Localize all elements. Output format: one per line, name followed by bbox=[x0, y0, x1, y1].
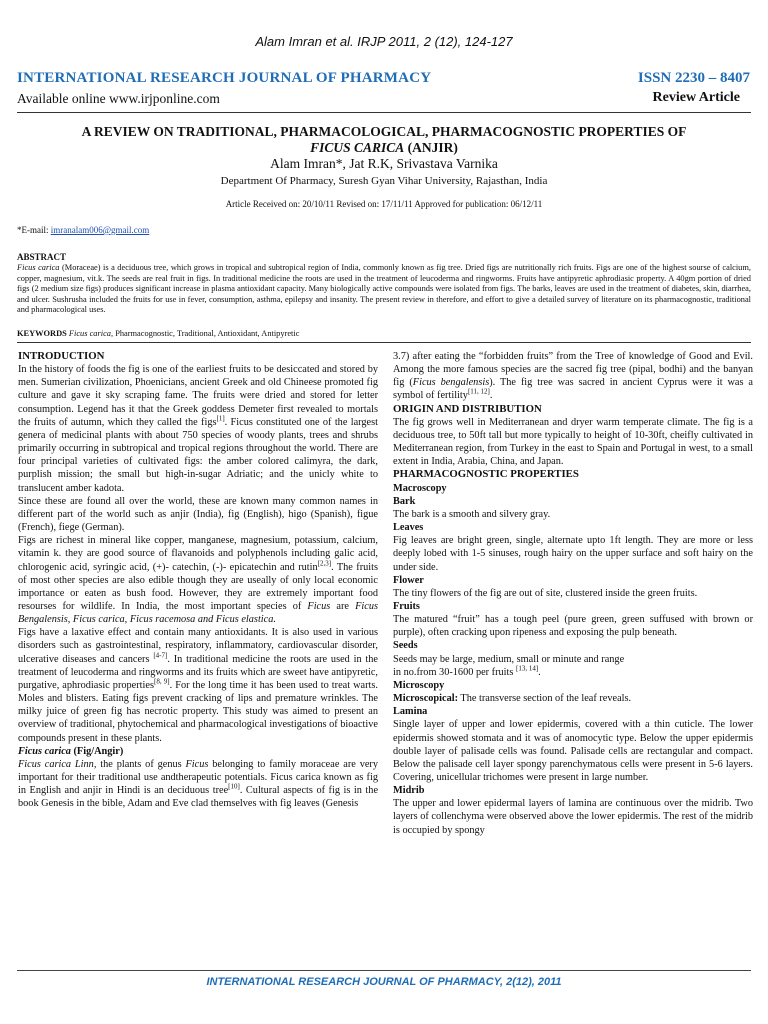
subsection-heading-lamina: Lamina bbox=[393, 706, 428, 718]
text: . bbox=[538, 666, 541, 678]
text: Seeds may be large, medium, small or minute and range bbox=[393, 653, 625, 665]
section-heading-introduction: INTRODUCTION bbox=[18, 350, 105, 362]
subsection-heading-leaves: Leaves bbox=[393, 522, 424, 534]
seeds-paragraph bbox=[393, 653, 753, 679]
page-footer: INTERNATIONAL RESEARCH JOURNAL OF PHARMACY, 2(12), 2011 bbox=[206, 976, 562, 988]
text: . Ficus constituted one of the largest genera of medicinal plants with about 750 species of woody plants, trees and shrubs primarily occurring in subtropical and tropical regions throughout the world. There are four principal varieties of cultivated figs: the amber colored calimyra, the dark, purplish mission; the small but high-in-sugar Adriatic; and the unicly white to translucent amber kadota. bbox=[18, 416, 378, 494]
article-type: Review Article bbox=[652, 90, 740, 105]
affiliation: Department Of Pharmacy, Suresh Gyan Vihar University, Rajasthan, India bbox=[220, 175, 548, 187]
subsection-heading-ficus-carica bbox=[18, 745, 378, 758]
citation-ref: [2,3] bbox=[317, 559, 332, 568]
text: in no.from 30-1600 per fruits bbox=[393, 666, 514, 678]
text: , bbox=[67, 614, 73, 626]
citation-ref: [8, 9] bbox=[153, 677, 170, 686]
text: ). The fig tree was sacred in ancient Cyprus were it was a symbol of fertility bbox=[393, 377, 753, 402]
journal-title: INTERNATIONAL RESEARCH JOURNAL OF PHARMACY bbox=[17, 70, 432, 86]
section-heading-pharmacognostic: PHARMACOGNOSTIC PROPERTIES bbox=[393, 468, 579, 481]
subsection-heading-midrib: Midrib bbox=[393, 785, 425, 797]
text: The transverse section of the leaf reveals. bbox=[458, 693, 632, 705]
keywords-label: KEYWORDS bbox=[17, 329, 67, 338]
intro-paragraph-1 bbox=[18, 363, 378, 495]
right-column bbox=[393, 350, 753, 837]
citation-ref: [10] bbox=[228, 782, 240, 791]
text: In the history of foods the fig is one of the earliest fruits to be desiccated and stored by men. Sumerian civilization, Phoenicians, ancient Greek and old Chineese promoted fig culture and gave it sky scraping fame. The fruits were dried and stored for letter consumption. Legend has it that the Greek goddess Demeter first revealed to mortals the fruits of autumn, which they called the figs bbox=[18, 364, 378, 428]
text: . bbox=[489, 390, 493, 402]
italic-text: Ficus carica bbox=[18, 745, 71, 757]
microscopy-paragraph bbox=[393, 692, 753, 705]
citation-ref: [13, 14] bbox=[515, 664, 539, 673]
issn-number: ISSN 2230 – 8407 bbox=[637, 70, 750, 86]
left-column bbox=[18, 350, 378, 810]
abstract-text bbox=[17, 263, 751, 316]
text: 3.7) after eating the “forbidden fruits” from the Tree of knowledge of Good and Evil. Among the more famous species are the sacred fig tree (pipal, bodhi) and the banyan fig ( bbox=[393, 351, 753, 389]
flower-paragraph: The tiny flowers of the fig are out of site, clustered inside the green fruits. bbox=[393, 587, 698, 599]
title-rest: (ANJIR) bbox=[404, 140, 458, 155]
intro-paragraph-4 bbox=[18, 626, 378, 744]
abstract-heading: ABSTRACT bbox=[17, 252, 67, 262]
bold-label: Microscopical: bbox=[393, 693, 459, 705]
citation-ref: [11, 12] bbox=[467, 388, 490, 397]
text: . Cultural aspects of fig is in the book Genesis in the bible, Adam and Eve clad themselves with fig leaves (Genesis bbox=[18, 785, 379, 810]
text: . For the long time it has been used to treat warts. Moles and blisters. Eating figs prevent cracking of lips and premature wrinkles. The milky juice of green fig has necrotic property. This study was aimed to present an overview of traditional, phytochemical and pharmacological investigations of bioactive compounds present in these plants. bbox=[18, 679, 378, 744]
subsection-heading-fruits: Fruits bbox=[393, 600, 420, 612]
text: Figs have a laxative effect and contain many antioxidants. It is also used in various disorders such as gastrointestinal, respiratory, inflammatory, cardiovascular disorder, ulcerative diseases and cancers bbox=[18, 627, 378, 665]
abstract-divider bbox=[17, 342, 751, 343]
keywords-rest: , Pharmacognostic, Traditional, Antioxidant, Antipyretic bbox=[111, 329, 300, 338]
text: Figs are richest in mineral like copper, manganese, magnesium, potassium, calcium, vitamin k. they are good source of flavanoids and polyphenols including galic acid, chlorogenic acid, syringic acid, (+)- catechin, (-)- epicatechin and rutin bbox=[18, 535, 378, 573]
section-heading-origin: ORIGIN AND DISTRIBUTION bbox=[393, 402, 542, 415]
authors: Alam Imran*, Jat R.K, Srivastava Varnika bbox=[270, 156, 498, 171]
subsection-heading-macroscopy: Macroscopy bbox=[393, 482, 447, 494]
intro-paragraph-3 bbox=[18, 534, 378, 626]
email-prefix: *E-mail: bbox=[17, 225, 51, 235]
text: belonging to family moraceae are very important for their traditional use andtherapeutic potentials. Ficus carica known as fig in English and anjir in Hindi is an deciduous tree bbox=[18, 758, 378, 797]
text: . In traditional medicine the roots are used in the treatment of leucoderma and ringworms and its fruits which are sweet have antipyretic, purgative, aphrodiasic properties bbox=[18, 653, 378, 691]
citation-header: Alam Imran et al. IRJP 2011, 2 (12), 124-127 bbox=[255, 34, 513, 49]
text: , the plants of genus bbox=[93, 758, 186, 770]
email-link[interactable]: imranalam006@gmail.com bbox=[50, 225, 150, 235]
ficus-paragraph bbox=[18, 758, 378, 811]
italic-text: Ficus carica Linn bbox=[18, 758, 94, 770]
italic-text: Ficus carica, Ficus racemosa and Ficus elastica. bbox=[72, 614, 276, 626]
keywords-italic: Ficus carica bbox=[66, 329, 111, 338]
email-line bbox=[17, 225, 149, 235]
article-title-line2 bbox=[0, 140, 768, 156]
footer-divider bbox=[17, 970, 751, 971]
lamina-paragraph: Single layer of upper and lower epidermis, covered with a thin cuticle. The lower epidermis showed stomata and it was of anomocytic type. Below the upper epidermis double layer of palisade cells was found. Palisade cells are rectangular and compact. Below the palisade cell layer spongy parenchymatous cells were present in 5-6 layers. Covering, unicellular trichomes were present in large number. bbox=[393, 719, 753, 783]
abstract-body: (Moraceae) is a deciduous tree, which grows in tropical and subtropical region of India, commonly known as fig tree. Dried figs are nutritionally rich fruits. Figs are one of the highest sourse of calcium, copper, magnesium, vit.k. The seeds are real fruit in figs. In traditional medicine the roots are used in the treatment of leucoderma and ringworms. Fruits have antipyretic aphrodiasic property. A 40gm portion of dried figs (2 medium size figs) produces significant increase in plasma antioxidant capacity. Many biologically active compounds were isolated from figs. The barks, leaves are used in the treatment of diabetes, skin, diarrhea, and ulcer. Sushrusha included the fruits for use in fever, consumption, asthma, epilepsy and insanity. The present review in therefore, and effort to give a detailed survey of literature on its pharmacognostic, traditional and pharmacological uses. bbox=[17, 263, 751, 315]
text: (Fig/Angir) bbox=[70, 745, 124, 757]
subsection-heading-seeds: Seeds bbox=[393, 640, 418, 652]
abstract-lead: Ficus carica bbox=[17, 263, 60, 272]
italic-text: Ficus bbox=[307, 600, 331, 612]
italic-text: Ficus Bengalensis bbox=[18, 600, 378, 626]
fruits-paragraph: The matured “fruit” has a tough peel (pure green, green suffused with brown or purple), often cracking upon ripeness and exposing the pulp beneath. bbox=[393, 614, 753, 639]
citation-ref: [4-7] bbox=[153, 651, 168, 660]
bark-paragraph: The bark is a smooth and silvery gray. bbox=[393, 508, 551, 520]
intro-paragraph-2: Since these are found all over the world, these are known many common names in different part of the world such as anjir (India), fig (English), higo (Spanish), figue (French), fiege (German). bbox=[18, 495, 378, 534]
continued-paragraph bbox=[393, 350, 753, 403]
text: . The fruits of most other species are also edible though they are useally of only local economic importance or eaten as bush food. However, they are extremely important food resourses for wildlife. In India, the most important species of bbox=[18, 561, 378, 612]
available-online: Available online www.irjponline.com bbox=[17, 91, 220, 106]
subsection-heading-flower: Flower bbox=[393, 574, 424, 586]
header-divider bbox=[17, 112, 751, 113]
article-title-line1: A REVIEW ON TRADITIONAL, PHARMACOLOGICAL, PHARMACOGNOSTIC PROPERTIES OF bbox=[81, 124, 687, 139]
title-italic: FICUS CARICA bbox=[310, 140, 405, 155]
citation-ref: [1] bbox=[216, 414, 225, 423]
article-dates: Article Received on: 20/10/11 Revised on: 17/11/11 Approved for publication: 06/12/11 bbox=[225, 199, 543, 209]
italic-text: Ficus bengalensis bbox=[412, 377, 490, 389]
origin-paragraph: The fig grows well in Mediterranean and dryer warm temperate climate. The fig is a deciduous tree, to 50ft tall but more typically to height of 10-30ft, cheifly cultivated in Mediterranean region, from Turkey in the east to Spain and Portugal in west, to a small extent in India, Arabia, China, and Japan. bbox=[393, 416, 753, 468]
subsection-heading-microscopy: Microscopy bbox=[393, 679, 445, 691]
midrib-paragraph: The upper and lower epidermal layers of lamina are continuous over the midrib. Two layers of collenchyma were observed above the lower epidermis. The rest of the midrib is occupied by spongy bbox=[393, 798, 753, 836]
italic-text: Ficus bbox=[185, 758, 209, 770]
leaves-paragraph: Fig leaves are bright green, single, alternate upto 1ft length. They are more or less deeply lobed with 1-5 sinuses, rough hairy on the upper surface and soft hairy on the under side. bbox=[393, 535, 753, 573]
text: are bbox=[330, 600, 356, 612]
subsection-heading-bark: Bark bbox=[393, 495, 416, 507]
keywords bbox=[17, 329, 751, 338]
